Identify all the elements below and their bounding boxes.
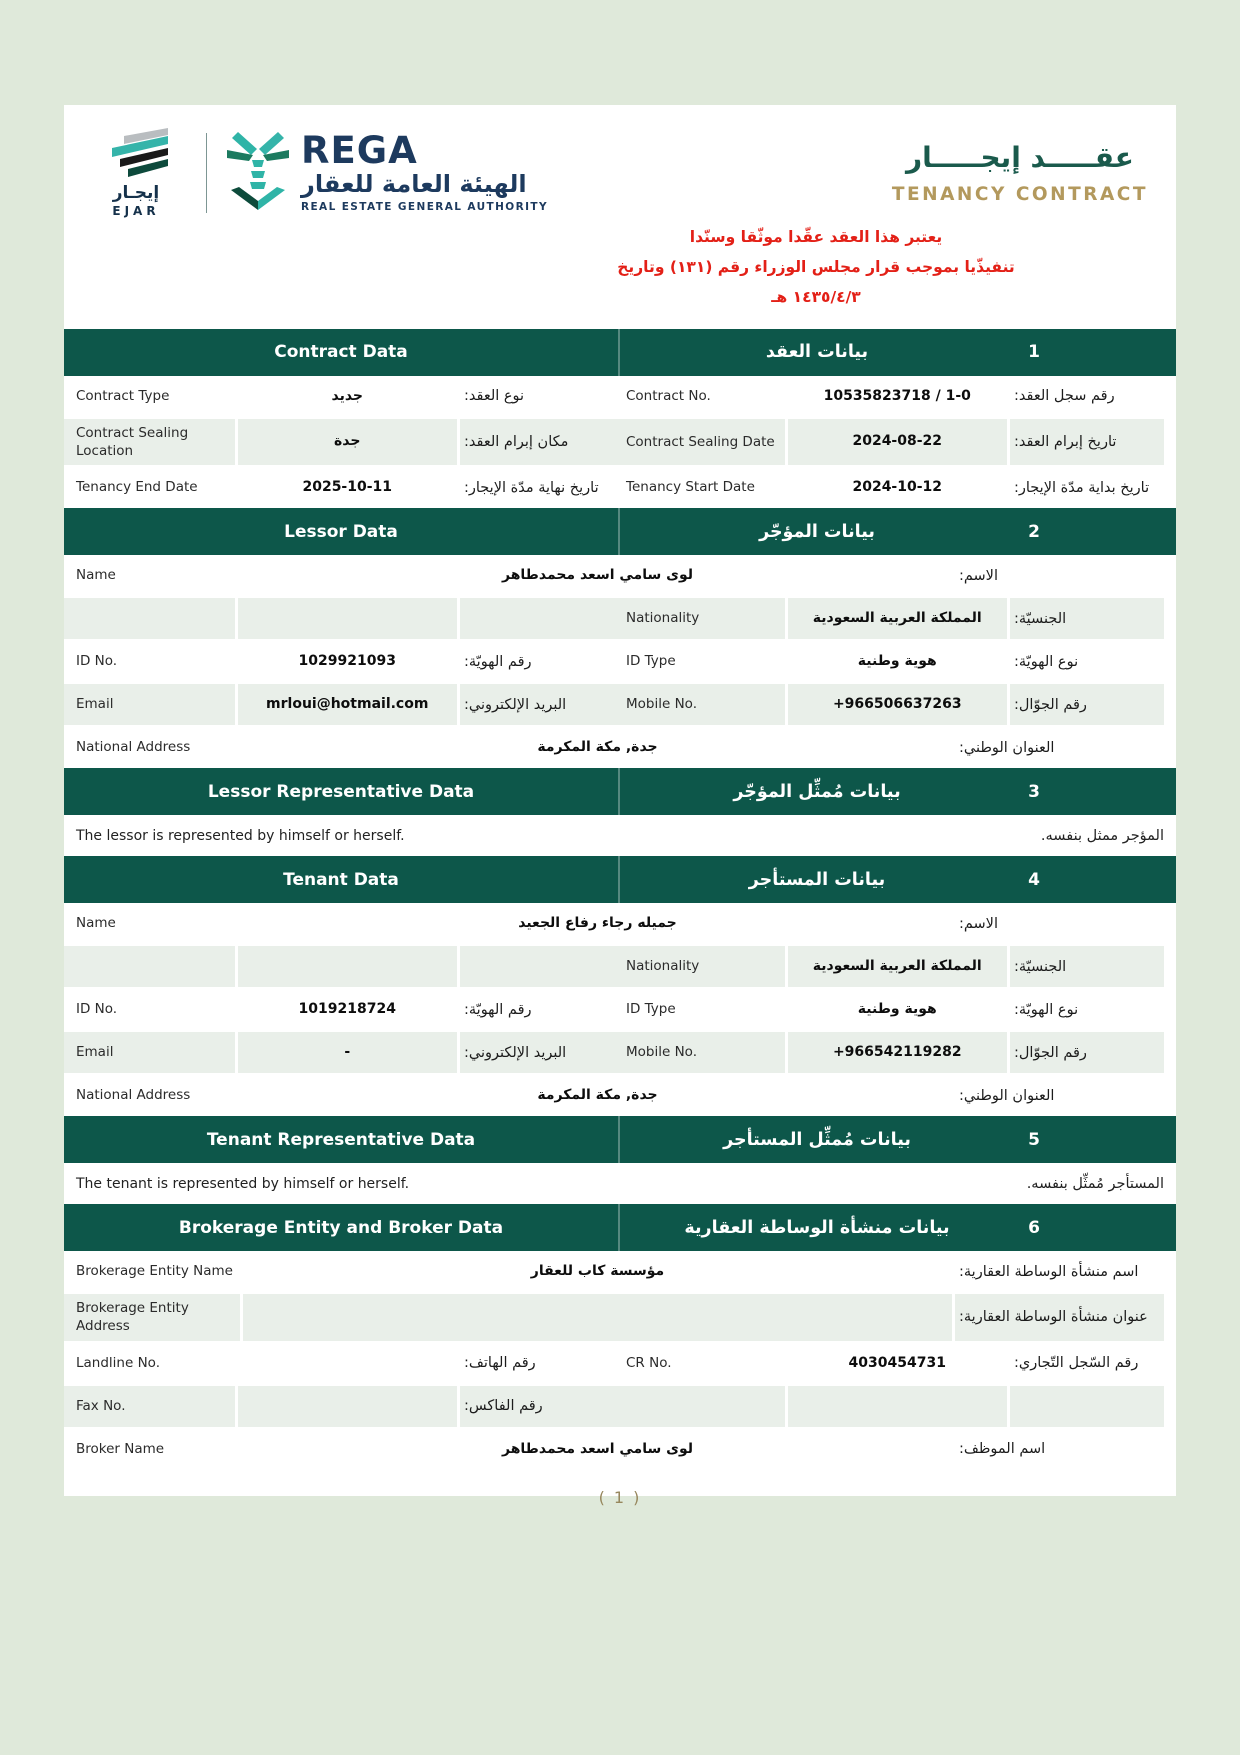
section-header-spacer (1054, 768, 1176, 815)
field-label-en: Contract Type (76, 388, 170, 405)
field-row (64, 1427, 1176, 1470)
field-label-en (64, 946, 235, 987)
field-value-text: المملكة العربية السعودية (812, 958, 982, 975)
row-half-left (64, 467, 614, 508)
section-title-en: Brokerage Entity and Broker Data (64, 1204, 620, 1251)
field-value (243, 727, 952, 768)
field-label-ar: الاسم: (959, 915, 998, 932)
row-half-right (614, 1032, 1164, 1073)
section-title-en: Tenant Data (64, 856, 620, 903)
section-title-en: Lessor Representative Data (64, 768, 620, 815)
field-value (238, 376, 458, 417)
field-label-ar: اسم منشأة الوساطة العقارية: (959, 1263, 1139, 1280)
field-label-en: Nationality (614, 598, 785, 639)
field-label-ar: تاريخ نهاية مدّة الإيجار: (464, 479, 599, 496)
field-label-ar: الجنسيّة: (1010, 598, 1164, 639)
field-value-text: 2024-08-22 (852, 433, 943, 450)
field-value (788, 467, 1008, 508)
field-value (243, 555, 952, 596)
field-label-en: Contract Sealing Location (64, 419, 235, 465)
field-label-ar: العنوان الوطني: (959, 739, 1055, 756)
rega-wordmark: REGA (301, 129, 418, 173)
field-value-text: جدة, مكة المكرمة (537, 739, 658, 756)
field-row (64, 944, 1176, 987)
field-value (788, 1343, 1008, 1384)
field-value-text: +966542119282 (832, 1044, 962, 1061)
row-half-right (614, 419, 1164, 465)
field-label-ar: عنوان منشأة الوساطة العقارية: (955, 1294, 1164, 1340)
section-header-right (620, 1116, 1176, 1163)
field-label-en (614, 1386, 785, 1427)
rega-palm-icon (225, 132, 291, 214)
field-value (243, 1251, 952, 1292)
row-half-left (64, 1343, 614, 1384)
section-header (64, 856, 1176, 903)
row-half-left (64, 598, 614, 639)
row-half-right (614, 598, 1164, 639)
section-header-right (620, 856, 1176, 903)
field-label-en: Tenancy Start Date (626, 479, 755, 496)
ejar-logo (84, 127, 188, 218)
field-label-ar: رقم الفاكس: (460, 1386, 614, 1427)
field-value-text: لوى سامي اسعد محمدطاهر (502, 1440, 693, 1457)
field-label-ar: نوع العقد: (464, 388, 525, 405)
field-label-en: Brokerage Entity Name (76, 1263, 233, 1280)
field-label-en: Email (64, 1032, 235, 1073)
section-number: 4 (1028, 869, 1040, 890)
row-half-left (64, 1032, 614, 1073)
field-label-ar: رقم الجوّال: (1010, 684, 1164, 725)
field-label-en: National Address (76, 739, 191, 756)
field-label-en: ID No. (76, 1001, 118, 1018)
section-header-right (620, 329, 1176, 376)
field-value-text: المملكة العربية السعودية (812, 610, 982, 627)
rega-arabic-name: الهيئة العامة للعقار (301, 170, 527, 199)
field-value (788, 641, 1008, 682)
section-header-spacer (1054, 508, 1176, 555)
section-header-right (620, 768, 1176, 815)
field-value-text: جدة (334, 433, 361, 450)
rega-logo (225, 129, 548, 214)
field-value-text: 2025-10-11 (302, 479, 393, 496)
field-label-en (64, 598, 235, 639)
field-label-ar: رقم الجوّال: (1010, 1032, 1164, 1073)
field-label-en: CR No. (626, 1354, 672, 1371)
field-value (243, 1075, 952, 1116)
field-value-text: 10535823718 / 1-0 (823, 387, 971, 404)
statement-text-en: The lessor is represented by himself or herself. (76, 827, 405, 844)
field-value (243, 1429, 952, 1470)
row-half-left (64, 946, 614, 987)
field-value-text: mrloui@hotmail.com (266, 696, 429, 713)
field-value (238, 989, 458, 1030)
row-half-right (614, 1343, 1164, 1384)
field-value-text: لوى سامي اسعد محمدطاهر (502, 567, 693, 584)
section-header (64, 329, 1176, 376)
section-title-en: Tenant Representative Data (64, 1116, 620, 1163)
field-label-ar: رقم السّجل التّجاري: (1014, 1355, 1139, 1372)
field-row (64, 1292, 1176, 1340)
field-label-en: Name (76, 567, 116, 584)
section-header (64, 768, 1176, 815)
field-value-text: هوية وطنية (857, 653, 937, 670)
section-header-spacer (1054, 1204, 1176, 1251)
field-value (238, 467, 458, 508)
field-label-ar: نوع الهويّة: (1014, 653, 1079, 670)
section-title-ar: بيانات العقد (765, 342, 869, 363)
section-header-spacer (1054, 329, 1176, 376)
section-6 (64, 1204, 1176, 1469)
section-title-ar: بيانات مُمثِّل المستأجر (723, 1129, 911, 1150)
field-value (788, 1386, 1008, 1427)
section-header-spacer (1054, 1116, 1176, 1163)
section-header-spacer (1054, 856, 1176, 903)
field-value (243, 903, 952, 944)
row-half-left (64, 419, 614, 465)
field-row (64, 682, 1176, 725)
field-label-en: Broker Name (76, 1440, 165, 1457)
field-label-ar: البريد الإلكتروني: (460, 684, 614, 725)
field-value (238, 419, 458, 465)
sections-container (64, 329, 1176, 1470)
section-number: 6 (1028, 1217, 1040, 1238)
field-label-en: Email (64, 684, 235, 725)
section-header (64, 508, 1176, 555)
row-half-right (614, 641, 1164, 682)
field-label-ar: تاريخ إبرام العقد: (1010, 419, 1164, 465)
field-row (64, 903, 1176, 944)
document-header (64, 105, 1176, 220)
field-value (238, 641, 458, 682)
field-row (64, 1251, 1176, 1292)
section-header (64, 1204, 1176, 1251)
field-row (64, 815, 1176, 856)
rega-logo-text (301, 129, 548, 213)
field-row (64, 596, 1176, 639)
row-half-left (64, 641, 614, 682)
field-label-en: Tenancy End Date (76, 479, 198, 496)
field-row (64, 725, 1176, 768)
row-half-left (64, 376, 614, 417)
field-value-text: +966506637263 (832, 696, 962, 713)
legal-notice-line2: تنفيذّيا بموجب قرار مجلس الوزراء رقم (١٣١) وتاريخ ١٤٣٥/٤/٣ هـ (617, 258, 1015, 307)
field-label-ar (460, 946, 614, 987)
field-label-ar: رقم سجل العقد: (1014, 388, 1115, 405)
field-value (238, 684, 458, 725)
field-value (788, 946, 1008, 987)
legal-notice-line1: يعتبر هذا العقد عقّدا موثّقا وسنّدا (689, 228, 943, 246)
field-label-en: Landline No. (76, 1354, 160, 1371)
field-value-text: جميله رجاء رفاع الجعيد (518, 915, 677, 932)
ejar-stripes-icon (94, 127, 178, 177)
field-value (788, 376, 1008, 417)
field-label-ar: مكان إبرام العقد: (460, 419, 614, 465)
field-label-en: National Address (76, 1087, 191, 1104)
field-label-ar: البريد الإلكتروني: (460, 1032, 614, 1073)
field-row (64, 376, 1176, 417)
field-value (788, 598, 1008, 639)
contract-title-english: TENANCY CONTRACT (891, 183, 1148, 205)
field-value (788, 989, 1008, 1030)
field-row (64, 1073, 1176, 1116)
page-number: ( 1 ) (598, 1488, 642, 1507)
section-1 (64, 329, 1176, 508)
field-label-en: Contract No. (626, 388, 711, 405)
field-value-text: - (344, 1044, 351, 1061)
row-half-right (614, 684, 1164, 725)
field-value-text: 1019218724 (298, 1001, 396, 1018)
logo-divider (206, 133, 207, 213)
contract-title-arabic: عقـــــد إيجـــــار (906, 140, 1134, 174)
contract-title-block (892, 141, 1156, 205)
row-half-left (64, 684, 614, 725)
section-title-ar: بيانات منشأة الوساطة العقارية (684, 1217, 950, 1238)
field-label-en: ID Type (626, 653, 676, 670)
section-title-en: Lessor Data (64, 508, 620, 555)
field-label-en: Mobile No. (614, 1032, 785, 1073)
field-label-ar: الجنسيّة: (1010, 946, 1164, 987)
section-title-en: Contract Data (64, 329, 620, 376)
field-row (64, 555, 1176, 596)
field-value (238, 1343, 458, 1384)
row-half-right (614, 946, 1164, 987)
field-value (788, 419, 1008, 465)
field-label-ar: رقم الهاتف: (464, 1355, 536, 1372)
field-value-text: جدة, مكة المكرمة (537, 1087, 658, 1104)
field-label-ar (460, 598, 614, 639)
field-value-text: هوية وطنية (857, 1001, 937, 1018)
field-row (64, 417, 1176, 465)
field-row (64, 639, 1176, 682)
row-half-right (614, 1386, 1164, 1427)
field-label-en: Name (76, 915, 116, 932)
field-label-en: ID Type (626, 1001, 676, 1018)
field-value (238, 598, 458, 639)
section-number: 3 (1028, 781, 1040, 802)
field-label-ar: العنوان الوطني: (959, 1087, 1055, 1104)
section-title-ar: بيانات مُمثِّل المؤجّر (733, 781, 901, 802)
field-label-en: Nationality (614, 946, 785, 987)
section-header-right (620, 508, 1176, 555)
section-number: 2 (1028, 521, 1040, 542)
section-5 (64, 1116, 1176, 1204)
row-half-right (614, 467, 1164, 508)
field-label-ar: نوع الهويّة: (1014, 1001, 1079, 1018)
field-label-en: Mobile No. (614, 684, 785, 725)
ejar-logo-latin: EJAR (112, 204, 160, 218)
rega-english-name: REAL ESTATE GENERAL AUTHORITY (301, 200, 548, 213)
field-label-ar: تاريخ بداية مدّة الإيجار: (1014, 479, 1150, 496)
field-label-en: Brokerage Entity Address (64, 1294, 240, 1340)
statement-text-en: The tenant is represented by himself or herself. (76, 1175, 410, 1192)
field-row (64, 1384, 1176, 1427)
field-row (64, 1030, 1176, 1073)
field-value (238, 1386, 458, 1427)
section-3 (64, 768, 1176, 856)
field-label-ar: رقم الهويّة: (464, 653, 532, 670)
statement-text-ar: المستأجر مُمثِّل بنفسه. (1026, 1175, 1164, 1192)
row-half-left (64, 989, 614, 1030)
field-label-ar: الاسم: (959, 567, 998, 584)
row-half-left (64, 1386, 614, 1427)
section-header-right (620, 1204, 1176, 1251)
legal-notice (581, 222, 1051, 313)
field-value-text: جديد (331, 387, 364, 404)
field-label-en: Fax No. (64, 1386, 235, 1427)
row-half-right (614, 376, 1164, 417)
tenancy-contract-document (64, 105, 1176, 1496)
field-row (64, 987, 1176, 1030)
field-label-ar: رقم الهويّة: (464, 1001, 532, 1018)
section-number: 1 (1028, 342, 1040, 363)
ejar-logo-arabic: إيجـار (112, 183, 160, 203)
field-value (238, 1032, 458, 1073)
field-value (243, 1294, 952, 1340)
field-label-en: Contract Sealing Date (614, 419, 785, 465)
field-value-text: 1029921093 (298, 653, 396, 670)
field-row (64, 1341, 1176, 1384)
section-number: 5 (1028, 1129, 1040, 1150)
field-row (64, 1163, 1176, 1204)
row-half-right (614, 989, 1164, 1030)
field-value (788, 684, 1008, 725)
field-value-text: 4030454731 (848, 1354, 946, 1371)
section-2 (64, 508, 1176, 768)
section-title-ar: بيانات المستأجر (748, 869, 886, 890)
field-label-ar: اسم الموظف: (959, 1441, 1046, 1458)
field-value (788, 1032, 1008, 1073)
field-value-text: 2024-10-12 (852, 479, 943, 496)
field-value (238, 946, 458, 987)
field-value-text: مؤسسة كاب للعقار (530, 1263, 665, 1280)
section-title-ar: بيانات المؤجّر (759, 521, 875, 542)
field-label-ar (1010, 1386, 1164, 1427)
section-4 (64, 856, 1176, 1116)
field-row (64, 465, 1176, 508)
statement-text-ar: المؤجر ممثل بنفسه. (1040, 827, 1164, 844)
field-label-en: ID No. (76, 653, 118, 670)
section-header (64, 1116, 1176, 1163)
